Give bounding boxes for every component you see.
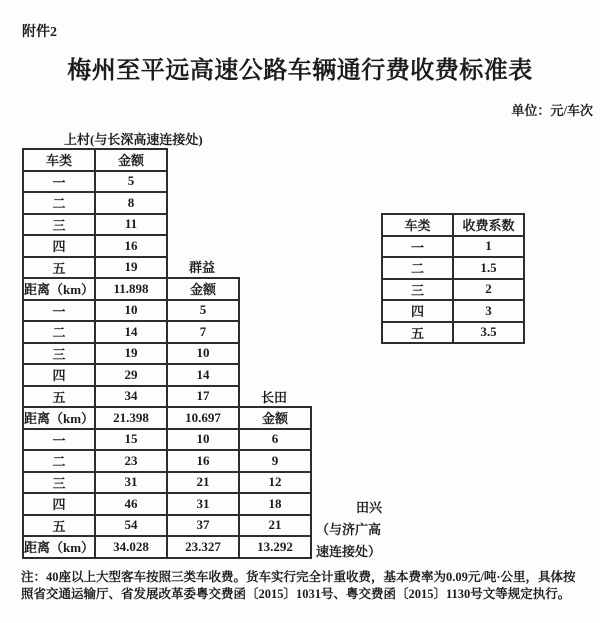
toll-cell: 5 — [94, 170, 168, 194]
toll-cell: 11 — [94, 213, 168, 237]
toll-cell: 31 — [166, 492, 240, 516]
toll-cell: 16 — [166, 449, 240, 473]
toll-row — [22, 514, 312, 538]
footnote-line: 注：40座以上大型客车按照三类车收费。货车实行完全计重收费，基本费率为0.09元/吨·公里，具体按 — [21, 570, 576, 584]
toll-cell: 21 — [166, 471, 240, 495]
attachment-label: 附件2 — [22, 25, 57, 40]
coef-row — [381, 278, 525, 302]
toll-cell: 三 — [22, 213, 96, 237]
toll-cell: 7 — [166, 320, 240, 344]
coef-cell: 四 — [381, 299, 454, 323]
toll-distance-row — [22, 277, 312, 301]
coef-cell: 3.5 — [452, 321, 525, 345]
station-label-qunyi: 群益 — [188, 260, 215, 275]
coef-row — [381, 299, 525, 323]
coef-cell: 1.5 — [452, 256, 525, 280]
toll-cell: 19 — [94, 342, 168, 366]
coef-header-cell: 车类 — [381, 213, 454, 237]
toll-row — [22, 170, 312, 194]
coef-cell: 3 — [452, 299, 525, 323]
toll-cell: 五 — [22, 514, 96, 538]
unit-label: 单位：元/车次 — [511, 103, 593, 118]
footnote-line: 照省交通运输厅、省发展改革委粤交费函〔2015〕1031号、粤交费函〔2015〕1130号文等规定执行。 — [21, 586, 571, 601]
footnote — [21, 569, 599, 603]
toll-cell: 10 — [166, 342, 240, 366]
toll-cell: 五 — [22, 256, 96, 280]
coef-cell: 1 — [452, 235, 525, 259]
coef-cell: 二 — [381, 256, 454, 280]
toll-row — [22, 234, 312, 258]
toll-cell: 34.028 — [94, 535, 168, 559]
toll-cell: 二 — [22, 320, 96, 344]
toll-cell: 46 — [94, 492, 168, 516]
page-title: 梅州至平远高速公路车辆通行费收费标准表 — [67, 58, 533, 84]
toll-cell: 21.398 — [94, 406, 168, 430]
toll-cell: 二 — [22, 191, 96, 215]
toll-cell: 五 — [22, 385, 96, 409]
toll-row — [22, 191, 312, 215]
toll-cell: 6 — [238, 428, 312, 452]
toll-cell: 9 — [238, 449, 312, 473]
toll-cell: 距离（km） — [22, 535, 96, 559]
coef-row — [381, 235, 525, 259]
coef-cell: 三 — [381, 278, 454, 302]
toll-cell: 二 — [22, 449, 96, 473]
station-label-tianxing-line: 田兴 — [356, 500, 383, 515]
station-label-tianxing — [316, 497, 382, 563]
toll-cell: 54 — [94, 514, 168, 538]
toll-header-row — [22, 148, 312, 172]
toll-cell: 10.697 — [166, 406, 240, 430]
toll-cell: 8 — [94, 191, 168, 215]
toll-row — [22, 342, 312, 366]
toll-cell: 19 — [94, 256, 168, 280]
toll-row — [22, 363, 312, 387]
toll-cell: 10 — [166, 428, 240, 452]
toll-cell: 一 — [22, 299, 96, 323]
toll-cell: 23 — [94, 449, 168, 473]
toll-cell: 5 — [166, 299, 240, 323]
toll-cell: 一 — [22, 428, 96, 452]
toll-cell: 11.898 — [94, 277, 168, 301]
toll-header-cell: 金额 — [166, 277, 240, 301]
toll-cell: 一 — [22, 170, 96, 194]
toll-row — [22, 299, 312, 323]
toll-cell: 三 — [22, 342, 96, 366]
toll-cell: 29 — [94, 363, 168, 387]
coef-row — [381, 321, 525, 345]
toll-row — [22, 449, 312, 473]
toll-row — [22, 492, 312, 516]
toll-cell: 10 — [94, 299, 168, 323]
station-label-shangcun: 上村(与长深高速连接处) — [64, 132, 203, 147]
toll-cell: 四 — [22, 363, 96, 387]
toll-header-cell: 金额 — [238, 406, 312, 430]
toll-row — [22, 213, 312, 237]
toll-cell: 14 — [166, 363, 240, 387]
toll-cell: 距离（km） — [22, 406, 96, 430]
station-label-tianxing-line: （与济广高 — [316, 522, 382, 537]
toll-cell: 三 — [22, 471, 96, 495]
toll-cell: 16 — [94, 234, 168, 258]
toll-header-cell: 车类 — [22, 148, 96, 172]
toll-cell: 距离（km） — [22, 277, 96, 301]
station-label-tianxing-line: 速连接处） — [316, 544, 382, 559]
toll-cell: 23.327 — [166, 535, 240, 559]
coef-header-cell: 收费系数 — [452, 213, 525, 237]
toll-cell: 17 — [166, 385, 240, 409]
coefficient-table — [381, 213, 525, 344]
toll-cell: 四 — [22, 234, 96, 258]
toll-row — [22, 428, 312, 452]
toll-cell: 13.292 — [238, 535, 312, 559]
toll-fee-table — [22, 148, 312, 559]
coef-cell: 一 — [381, 235, 454, 259]
coef-header-row — [381, 213, 525, 237]
toll-header-cell: 金额 — [94, 148, 168, 172]
toll-cell: 15 — [94, 428, 168, 452]
toll-cell: 18 — [238, 492, 312, 516]
toll-row — [22, 471, 312, 495]
coef-cell: 五 — [381, 321, 454, 345]
toll-cell: 14 — [94, 320, 168, 344]
coef-cell: 2 — [452, 278, 525, 302]
toll-row — [22, 320, 312, 344]
toll-cell: 31 — [94, 471, 168, 495]
station-label-changtian: 长田 — [260, 390, 287, 405]
coef-row — [381, 256, 525, 280]
toll-cell: 12 — [238, 471, 312, 495]
toll-distance-row — [22, 535, 312, 559]
toll-cell: 四 — [22, 492, 96, 516]
toll-cell: 37 — [166, 514, 240, 538]
toll-cell: 21 — [238, 514, 312, 538]
toll-cell: 34 — [94, 385, 168, 409]
toll-distance-row — [22, 406, 312, 430]
